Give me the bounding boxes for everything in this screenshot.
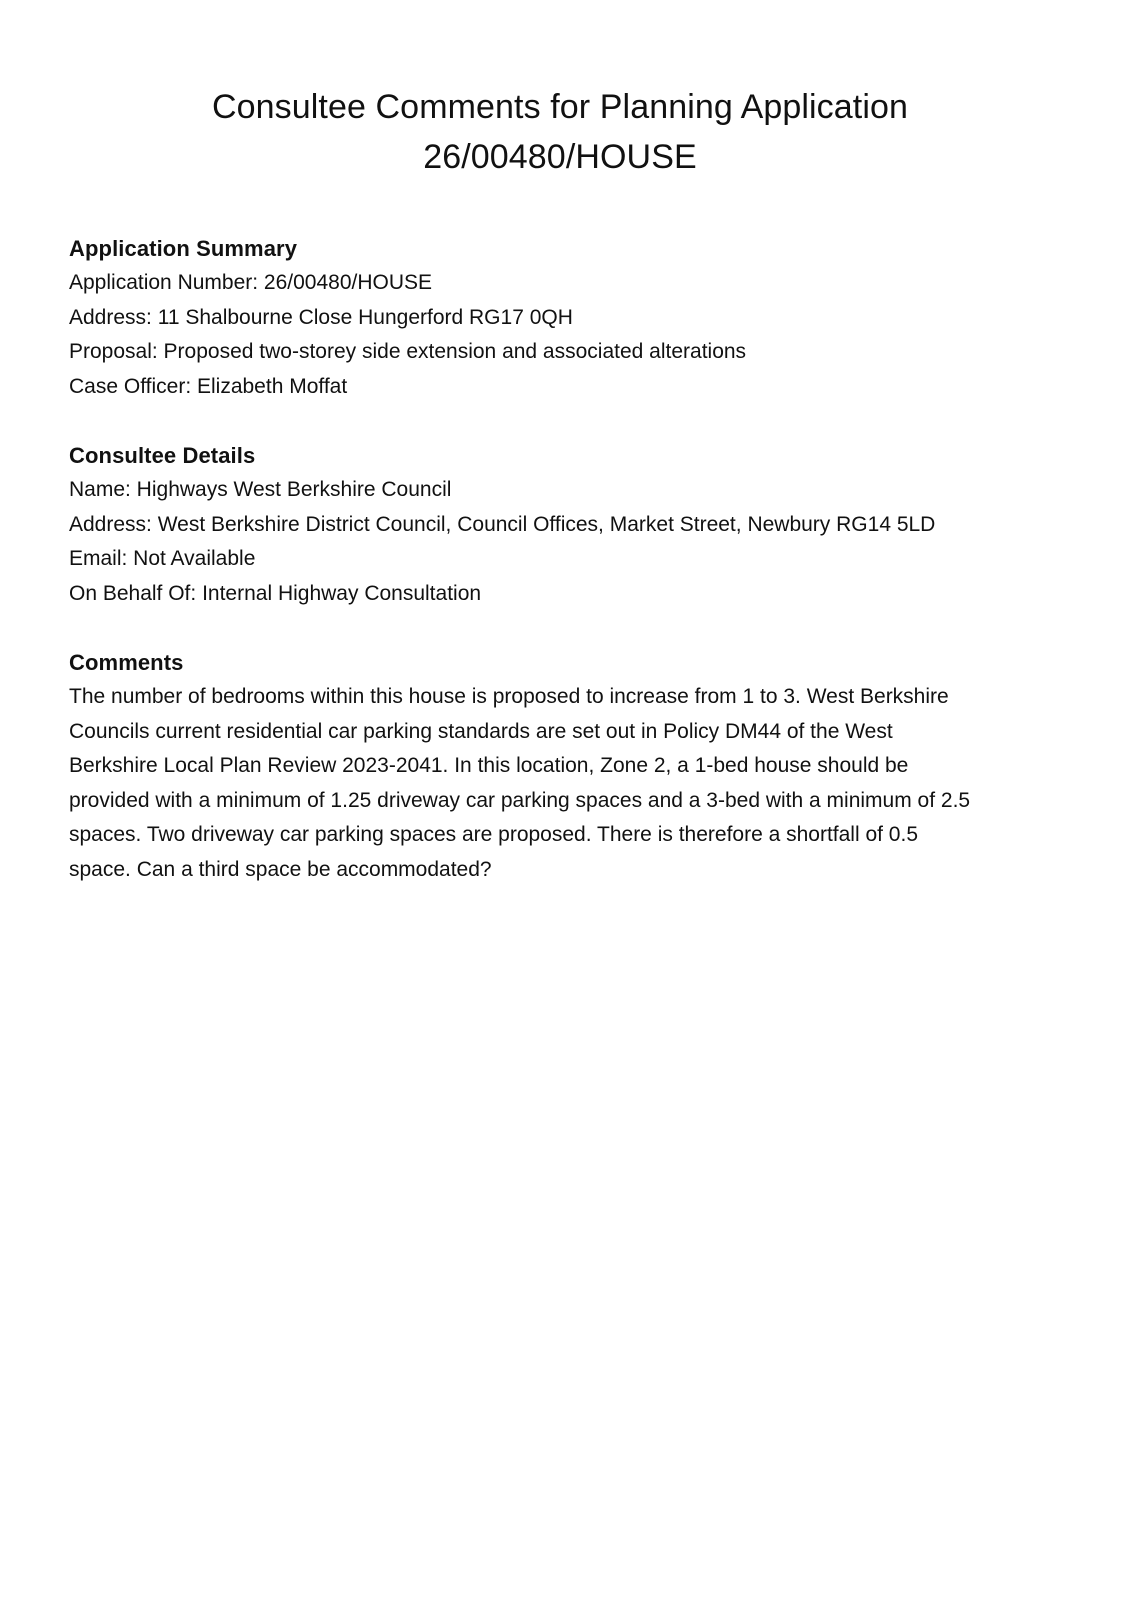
application-number: Application Number: 26/00480/HOUSE <box>69 271 433 294</box>
comments-heading: Comments <box>69 650 184 675</box>
consultee-email: Email: Not Available <box>69 547 256 570</box>
comments-line: Berkshire Local Plan Review 2023-2041. In this location, Zone 2, a 1-bed house should be <box>69 754 909 777</box>
consultee-name: Name: Highways West Berkshire Council <box>69 478 452 501</box>
comments-section <box>69 646 1069 887</box>
comments-line: provided with a minimum of 1.25 driveway car parking spaces and a 3-bed with a minimum of 2.5 <box>69 788 971 812</box>
page-title-line-1: Consultee Comments for Planning Application <box>211 88 909 126</box>
consultee-details-heading: Consultee Details <box>69 443 256 468</box>
application-summary-section <box>69 232 1069 404</box>
consultee-details-section <box>69 439 1069 611</box>
application-summary-heading: Application Summary <box>69 236 298 261</box>
comments-line: Councils current residential car parking standards are set out in Policy DM44 of the West <box>69 719 893 743</box>
application-proposal: Proposal: Proposed two-storey side extension and associated alterations <box>69 340 747 363</box>
page-title <box>120 82 1000 182</box>
comments-line: spaces. Two driveway car parking spaces are proposed. There is therefore a shortfall of 0.5 <box>69 823 919 846</box>
comments-body <box>69 680 1064 887</box>
comments-line: The number of bedrooms within this house is proposed to increase from 1 to 3. West Berkshire <box>69 685 949 708</box>
consultee-address: Address: West Berkshire District Council, Council Offices, Market Street, Newbury RG14 5LD <box>69 512 936 536</box>
application-address: Address: 11 Shalbourne Close Hungerford RG17 0QH <box>69 305 573 329</box>
comments-line: space. Can a third space be accommodated? <box>69 857 492 881</box>
case-officer: Case Officer: Elizabeth Moffat <box>69 374 348 398</box>
page-title-line-2: 26/00480/HOUSE <box>423 138 697 176</box>
consultee-on-behalf-of: On Behalf Of: Internal Highway Consultation <box>69 581 482 605</box>
